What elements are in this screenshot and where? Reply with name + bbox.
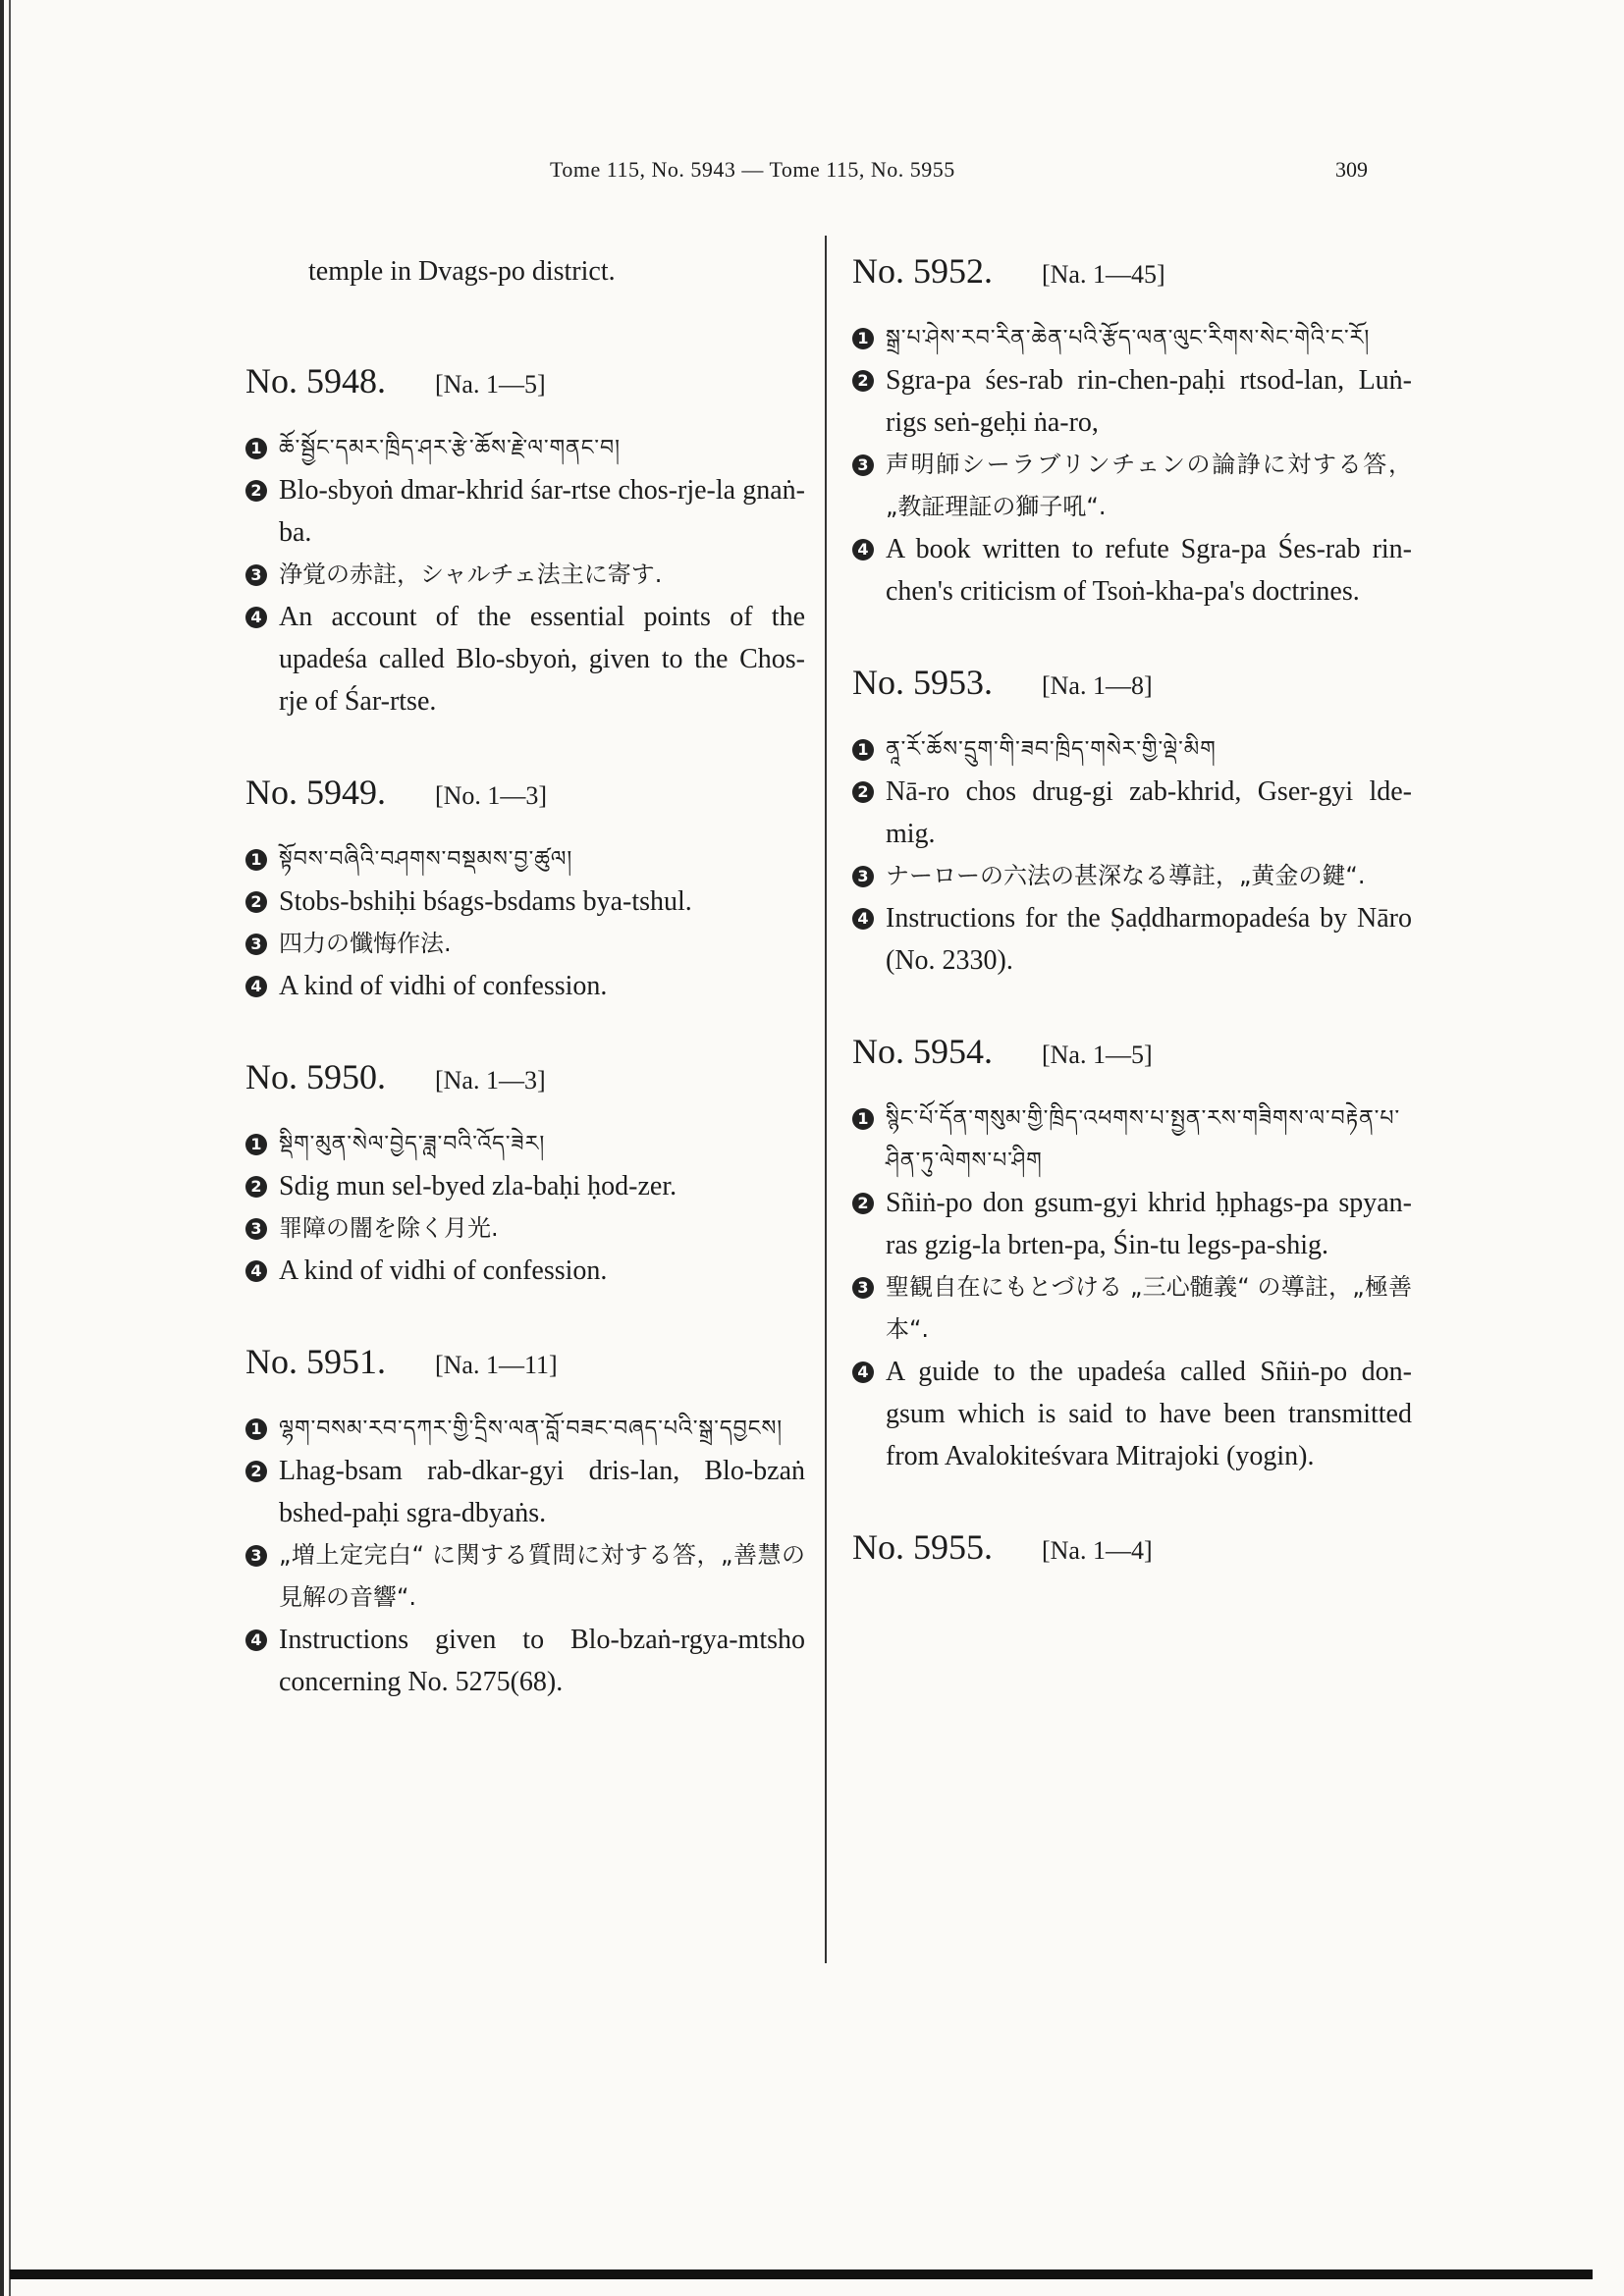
item-text: Lhag-bsam rab-dkar-gyi dris-lan, Blo-bzaṅ bshed-paḥi sgra-dbyaṅs. (279, 1456, 805, 1528)
entry-number: No. 5952. (852, 251, 993, 291)
item-text: Instructions for the Ṣaḍdharmopadeśa by Nāro (No. 2330). (886, 903, 1412, 976)
item-marker-icon: 4 (852, 539, 874, 561)
item-marker-icon: 1 (852, 328, 874, 349)
entry-range: [Na. 1—4] (1042, 1536, 1153, 1565)
entry-item (245, 881, 805, 923)
japanese-title: 声明師シーラブリンチェンの論諍に対する答，„教証理証の獅子吼“. (886, 451, 1412, 520)
item-marker-icon: 2 (852, 1193, 874, 1214)
item-marker-icon: 1 (245, 1418, 267, 1440)
entry-heading (852, 1031, 1412, 1072)
entry-item (245, 838, 805, 881)
item-marker-icon: 3 (245, 564, 267, 586)
item-marker-icon: 1 (245, 1134, 267, 1155)
entry-number: No. 5954. (852, 1032, 993, 1071)
item-marker-icon: 4 (852, 1362, 874, 1383)
entry-heading (852, 1526, 1412, 1568)
tibetan-title: ནཱ་རོ་ཆོས་དྲུག་གི་ཟབ་ཁྲིད་གསེར་གྱི་ལྡེ་མིག (886, 737, 1217, 762)
continuation-text: temple in Dvags-po district. (308, 256, 616, 287)
entry-item (245, 427, 805, 469)
item-marker-icon: 2 (852, 370, 874, 392)
entry-item (245, 1534, 805, 1619)
entry-number: No. 5955. (852, 1527, 993, 1567)
entry-item (245, 1250, 805, 1292)
right-column (852, 250, 1412, 1617)
item-marker-icon: 4 (245, 1260, 267, 1282)
item-text: Blo-sbyoṅ dmar-khrid śar-rtse chos-rje-la gnaṅ-ba. (279, 475, 805, 548)
entry-heading (245, 360, 805, 401)
entry-heading (245, 772, 805, 813)
tibetan-title: སྟོབས་བཞིའི་བཤགས་བསྡམས་བྱ་ཚུལ། (279, 847, 573, 872)
entry-heading (852, 250, 1412, 292)
entry-item (245, 1619, 805, 1703)
tibetan-title: སྙིང་པོ་དོན་གསུམ་གྱི་ཁྲིད་འཕགས་པ་སྤྱན་རས་གཟིགས་ལ་བརྟེན་པ་ཤིན་ཏུ་ལེགས་པ་ཤིག (886, 1106, 1401, 1173)
item-marker-icon: 2 (245, 1461, 267, 1482)
entry-number: No. 5950. (245, 1057, 386, 1096)
entry-range: [Na. 1—45] (1042, 260, 1165, 289)
entry-item (852, 771, 1412, 855)
item-text: A book written to refute Sgra-pa Śes-rab rin-chen's criticism of Tsoṅ-kha-pa's doctrines. (886, 534, 1412, 607)
item-text: A kind of vidhi of confession. (279, 1255, 608, 1286)
catalog-entry (852, 1031, 1412, 1477)
entry-item (245, 923, 805, 965)
item-text: An account of the essential points of the upadeśa called Blo-sbyoṅ, given to the Chos-rje of Śar-rtse. (279, 602, 805, 717)
entry-heading (852, 662, 1412, 703)
entry-item (245, 1165, 805, 1207)
entry-range: [Na. 1—3] (435, 1066, 546, 1095)
item-text: A guide to the upadeśa called Sñiṅ-po don-gsum which is said to have been transmitted from Avalokiteśvara Mitrajoki (yogin). (886, 1357, 1412, 1471)
entry-item (245, 1207, 805, 1250)
column-divider (825, 236, 827, 1963)
item-marker-icon: 4 (245, 607, 267, 628)
entry-range: [Na. 1—5] (1042, 1041, 1153, 1069)
item-text: Sñiṅ-po don gsum-gyi khrid ḥphags-pa spyan-ras gzig-la brten-pa, Śin-tu legs-pa-shig. (886, 1188, 1412, 1260)
entry-heading (245, 1341, 805, 1382)
item-marker-icon: 2 (245, 480, 267, 502)
entry-range: [Na. 1—11] (435, 1351, 558, 1379)
japanese-title: „増上定完白“ に関する質問に対する答，„善慧の見解の音響“. (279, 1541, 805, 1611)
entry-range: [Na. 1—5] (435, 370, 546, 399)
item-marker-icon: 2 (245, 1176, 267, 1198)
entry-item (852, 317, 1412, 359)
entry-item (245, 596, 805, 722)
catalog-entry (245, 1341, 805, 1703)
entry-range: [No. 1—3] (435, 781, 548, 810)
entry-heading (245, 1056, 805, 1097)
tibetan-title: ཆོ་སྦྱོང་དམར་ཁྲིད་ཤར་རྩེ་ཆོས་རྗེ་ལ་གནང་བ། (279, 436, 622, 460)
running-title: Tome 115, No. 5943 — Tome 115, No. 5955 (550, 157, 955, 182)
page-number: 309 (1335, 157, 1368, 182)
catalog-entry (852, 1526, 1412, 1568)
item-marker-icon: 4 (852, 908, 874, 930)
catalog-entry (852, 250, 1412, 613)
entry-item (245, 554, 805, 596)
entry-item (245, 1123, 805, 1165)
japanese-title: 聖観自在にもとづける „三心髄義“ の導註，„極善本“. (886, 1273, 1412, 1343)
item-marker-icon: 2 (852, 781, 874, 803)
entry-item (245, 1450, 805, 1534)
item-marker-icon: 3 (852, 1277, 874, 1299)
entry-number: No. 5951. (245, 1342, 386, 1381)
entry-item (852, 1182, 1412, 1266)
item-marker-icon: 3 (245, 1218, 267, 1240)
item-text: Sdig mun sel-byed zla-baḥi ḥod-zer. (279, 1171, 677, 1201)
item-text: Sgra-pa śes-rab rin-chen-paḥi rtsod-lan, Luṅ-rigs seṅ-geḥi ṅa-ro, (886, 365, 1412, 438)
item-marker-icon: 1 (245, 438, 267, 459)
japanese-title: ナーローの六法の甚深なる導註，„黄金の鍵“. (886, 862, 1366, 889)
entry-item (852, 1266, 1412, 1351)
item-marker-icon: 3 (245, 934, 267, 955)
japanese-title: 浄覚の赤註，シャルチェ法主に寄す. (279, 561, 663, 588)
item-marker-icon: 1 (852, 739, 874, 761)
entry-item (245, 965, 805, 1007)
entry-item (852, 855, 1412, 897)
item-text: A kind of vidhi of confession. (279, 971, 608, 1001)
tibetan-title: སྒྲ་པ་ཤེས་རབ་རིན་ཆེན་པའི་རྩོད་ལན་ལུང་རིགས་སེང་གེའི་ང་རོ། (886, 326, 1371, 350)
item-text: Nā-ro chos drug-gi zab-khrid, Gser-gyi lde-mig. (886, 776, 1412, 849)
tibetan-title: སྡིག་མུན་སེལ་བྱེད་ཟླ་བའི་འོད་ཟེར། (279, 1132, 546, 1156)
item-marker-icon: 3 (245, 1545, 267, 1567)
entry-item (245, 469, 805, 554)
entry-item (852, 1351, 1412, 1477)
item-marker-icon: 1 (852, 1108, 874, 1130)
entry-number: No. 5948. (245, 361, 386, 400)
entry-number: No. 5953. (852, 663, 993, 702)
japanese-title: 罪障の闇を除く月光. (279, 1214, 499, 1242)
entry-item (852, 728, 1412, 771)
item-marker-icon: 2 (245, 891, 267, 913)
left-column (245, 250, 805, 1752)
entry-item (852, 528, 1412, 613)
bottom-rule (10, 2269, 1593, 2279)
tibetan-title: ལྷག་བསམ་རབ་དཀར་གྱི་དྲིས་ལན་བློ་བཟང་བཞད་པའི་སྒྲ་དབྱངས། (279, 1416, 784, 1441)
entry-number: No. 5949. (245, 773, 386, 812)
entry-item (852, 444, 1412, 528)
item-text: Instructions given to Blo-bzaṅ-rgya-mtsho concerning No. 5275(68). (279, 1625, 805, 1697)
item-marker-icon: 3 (852, 454, 874, 476)
item-marker-icon: 1 (245, 849, 267, 871)
item-marker-icon: 4 (245, 976, 267, 997)
entry-range: [Na. 1—8] (1042, 671, 1153, 700)
entry-item (852, 1097, 1412, 1182)
catalog-entry (852, 662, 1412, 982)
catalog-entry (245, 772, 805, 1007)
catalog-entry (245, 1056, 805, 1292)
catalog-entry (245, 360, 805, 722)
item-marker-icon: 4 (245, 1629, 267, 1651)
entry-item (245, 1408, 805, 1450)
item-marker-icon: 3 (852, 866, 874, 887)
item-text: Stobs-bshiḥi bśags-bsdams bya-tshul. (279, 886, 692, 917)
entry-item (852, 897, 1412, 982)
japanese-title: 四力の懺悔作法. (279, 930, 452, 957)
scan-edge (0, 0, 16, 2296)
entry-item (852, 359, 1412, 444)
